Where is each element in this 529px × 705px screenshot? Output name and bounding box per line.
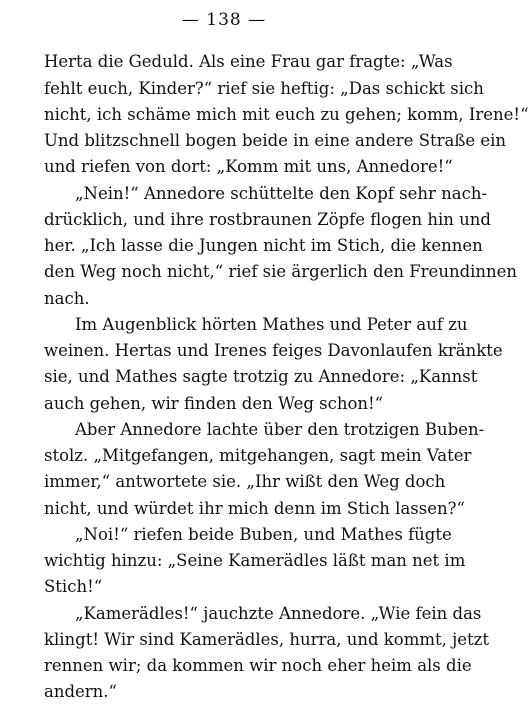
text-line: Stich!“ [44, 577, 103, 596]
text-line: sie, und Mathes sagte trotzig zu Annedore: „Kannst [44, 367, 478, 386]
text-line: Aber Annedore lachte über den trotzigen Buben- [75, 420, 485, 439]
text-line: „Kamerädles!“ jauchzte Annedore. „Wie fein das [75, 604, 482, 623]
text-line: und riefen von dort: „Komm mit uns, Annedore!“ [44, 157, 453, 176]
text-line: klingt! Wir sind Kamerädles, hurra, und kommt, jetzt [44, 630, 489, 649]
text-line: den Weg noch nicht,“ rief sie ärgerlich den Freundinnen [44, 262, 518, 281]
text-line: fehlt euch, Kinder?“ rief sie heftig: „Das schickt sich [44, 79, 484, 98]
text-line: nicht, und würdet ihr mich denn im Stich lassen?“ [44, 499, 465, 518]
text-line: nicht, ich schäme mich mit euch zu gehen; komm, Irene!“ [44, 105, 529, 124]
text-line: „Noi!“ riefen beide Buben, und Mathes fügte [75, 525, 452, 544]
text-line: immer,“ antwortete sie. „Ihr wißt den Weg doch [44, 472, 446, 491]
text-line: Im Augenblick hörten Mathes und Peter auf zu [75, 315, 468, 334]
text-line: stolz. „Mitgefangen, mitgehangen, sagt mein Vater [44, 446, 472, 465]
text-line: wichtig hinzu: „Seine Kamerädles läßt man net im [44, 551, 466, 570]
text-line: andern.“ [44, 682, 117, 701]
text-line: auch gehen, wir finden den Weg schon!“ [44, 394, 384, 413]
text-line: weinen. Hertas und Irenes feiges Davonlaufen kränkte [44, 341, 503, 360]
text-line: rennen wir; da kommen wir noch eher heim als die [44, 656, 472, 675]
text-line: Und blitzschnell bogen beide in eine andere Straße ein [44, 131, 507, 150]
page-number: — 138 — [181, 10, 267, 30]
text-line: her. „Ich lasse die Jungen nicht im Stich, die kennen [44, 236, 483, 255]
text-line: drücklich, und ihre rostbraunen Zöpfe flogen hin und [44, 210, 491, 229]
text-line: Herta die Geduld. Als eine Frau gar fragte: „Was [44, 52, 453, 71]
text-line: „Nein!“ Annedore schüttelte den Kopf sehr nach- [75, 184, 488, 203]
text-line: nach. [44, 289, 90, 308]
